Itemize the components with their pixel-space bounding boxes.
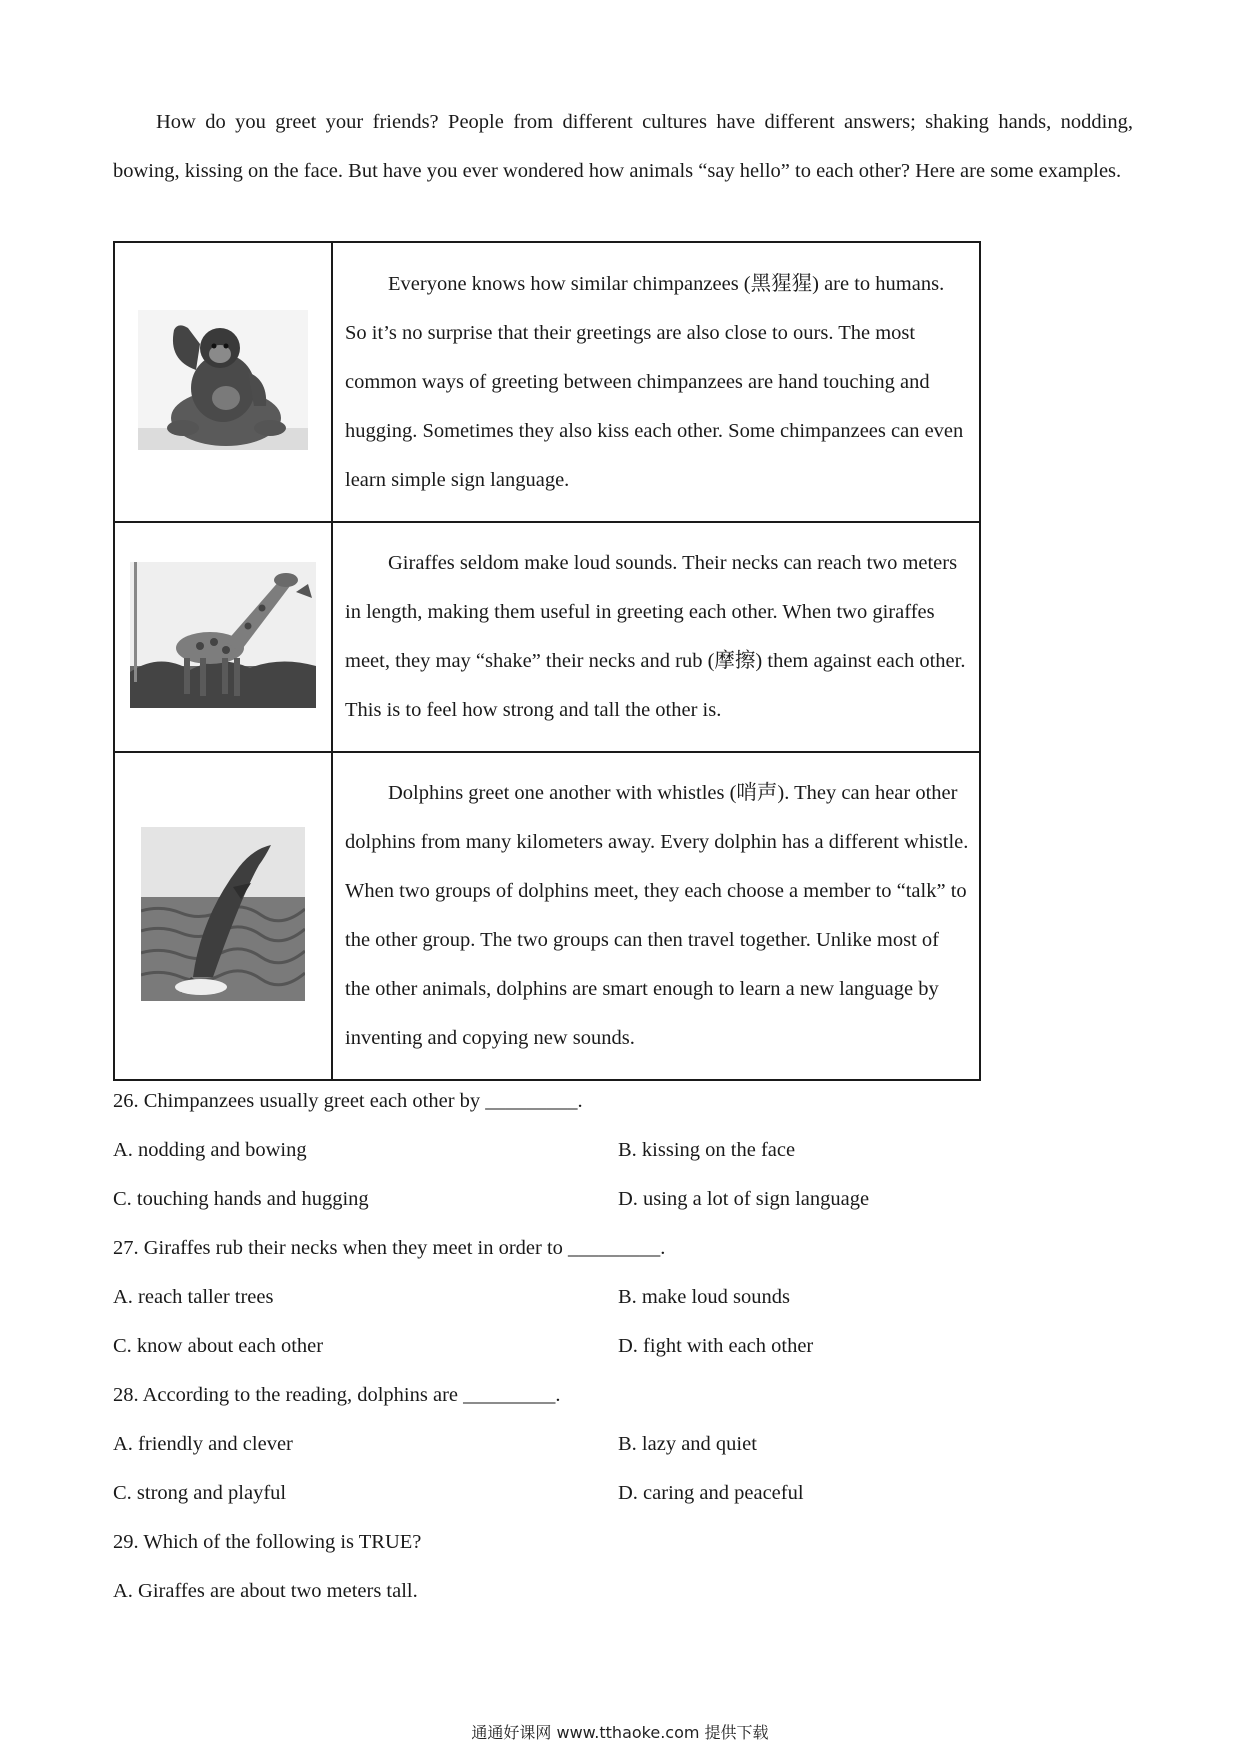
option-d: D. fight with each other (618, 1335, 814, 1357)
options-row (113, 1126, 1133, 1175)
option-a: A. friendly and clever (113, 1433, 293, 1455)
option-b: B. make loud sounds (618, 1286, 790, 1308)
option-d: D. caring and peaceful (618, 1482, 804, 1504)
question-stem: 27. Giraffes rub their necks when they meet in order to _________. (113, 1237, 666, 1259)
image-cell (114, 752, 332, 1080)
option-a: A. Giraffes are about two meters tall. (113, 1580, 418, 1602)
chimpanzee-photo-icon (138, 310, 308, 455)
options-row (113, 1175, 1133, 1224)
option-c: C. touching hands and hugging (113, 1188, 369, 1210)
question-stem: 26. Chimpanzees usually greet each other by _________. (113, 1090, 583, 1112)
dolphin-photo-icon (141, 827, 305, 1006)
animal-greetings-table (113, 241, 981, 1081)
chimpanzee-text: Everyone knows how similar chimpanzees (黑猩猩) are to humans. So it’s no surprise that their greetings are also close to ours. The most common ways of greeting between chimpanzees are hand touching and hugging. Sometimes they also kiss each other. Some chimpanzees can even learn simple sign language. (332, 242, 980, 522)
question-stem: 29. Which of the following is TRUE? (113, 1531, 422, 1553)
option-d: D. using a lot of sign language (618, 1188, 870, 1210)
option-b: B. lazy and quiet (618, 1433, 757, 1455)
option-c: C. strong and playful (113, 1482, 287, 1504)
option-b: B. kissing on the face (618, 1139, 796, 1161)
dolphin-text: Dolphins greet one another with whistles (哨声). They can hear other dolphins from many kilometers away. Every dolphin has a different whistle. When two groups of dolphins meet, they each choose a member to “talk” to the other group. The two groups can then travel together. Unlike most of the other animals, dolphins are smart enough to learn a new language by inventing and copying new sounds. (332, 752, 980, 1080)
intro-paragraph: How do you greet your friends? People from different cultures have different answers; shaking hands, nodding, bowing, kissing on the face. But have you ever wondered how animals “say hello” to each other? Here are some examples. (113, 111, 1133, 182)
options-row (113, 1322, 1133, 1371)
table-row (114, 522, 980, 752)
options-row (113, 1469, 1133, 1518)
option-c: C. know about each other (113, 1335, 324, 1357)
questions-section (113, 1077, 1133, 1616)
image-cell (114, 522, 332, 752)
option-a: A. nodding and bowing (113, 1139, 307, 1161)
table-row (114, 242, 980, 522)
giraffe-text: Giraffes seldom make loud sounds. Their necks can reach two meters in length, making them useful in greeting each other. When two giraffes meet, they may “shake” their necks and rub (摩擦) them against each other. This is to feel how strong and tall the other is. (332, 522, 980, 752)
options-row (113, 1273, 1133, 1322)
image-cell (114, 242, 332, 522)
options-row (113, 1567, 1133, 1616)
option-a: A. reach taller trees (113, 1286, 274, 1308)
footer-watermark: 通通好课网 www.tthaoke.com 提供下载 (471, 1723, 769, 1742)
table-row (114, 752, 980, 1080)
options-row (113, 1420, 1133, 1469)
question-stem: 28. According to the reading, dolphins are _________. (113, 1384, 561, 1406)
giraffe-photo-icon (130, 562, 316, 713)
